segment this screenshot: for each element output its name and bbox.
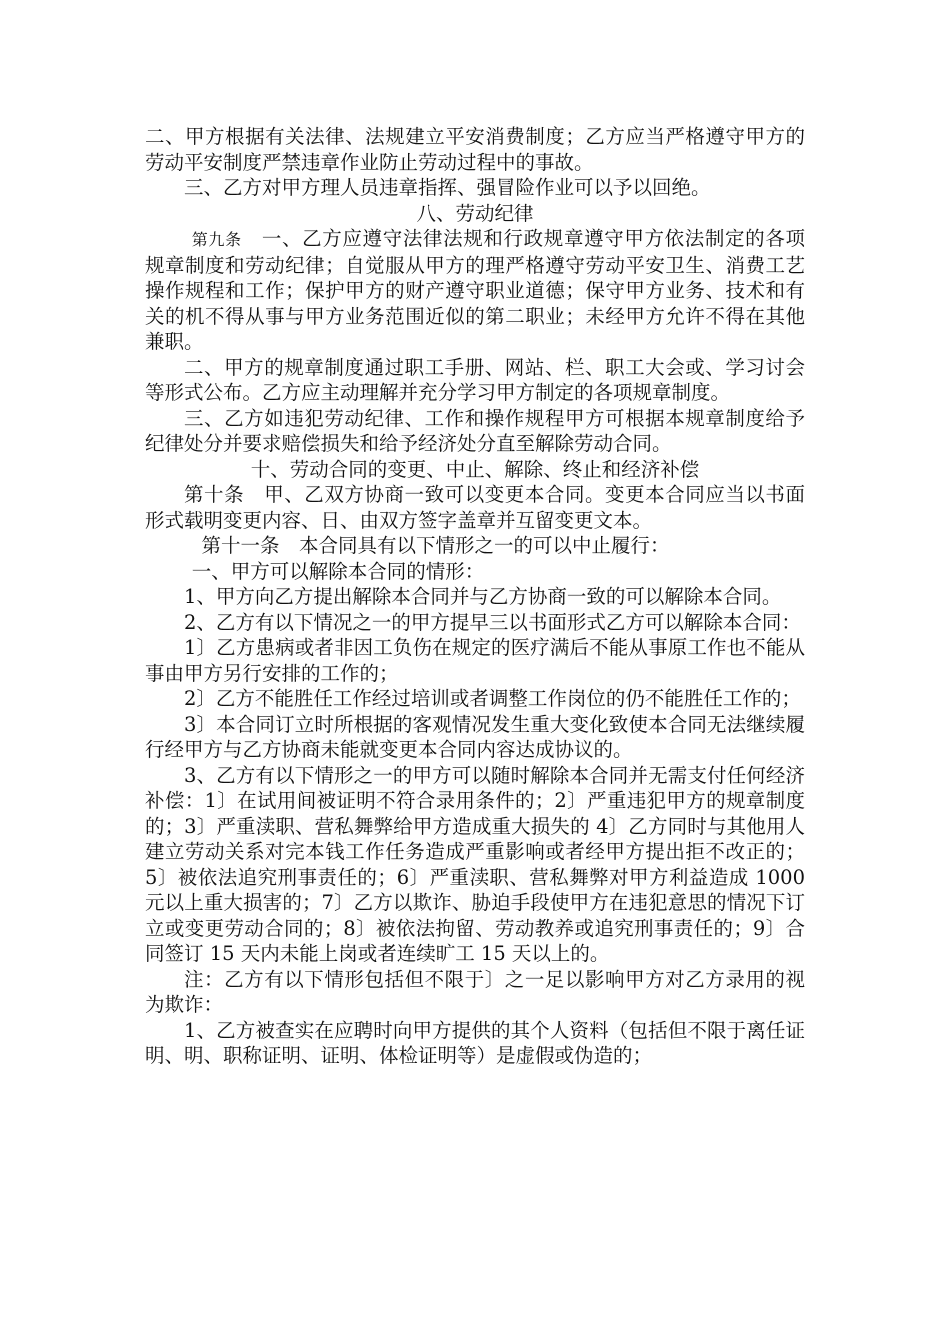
paragraph-safety-system: 二、甲方根据有关法律、法规建立平安消费制度；乙方应当严格遵守甲方的劳动平安制度严禁违章作业防止劳动过程中的事故。	[145, 125, 805, 174]
section-heading-labor-discipline: 八、劳动纪律	[416, 201, 534, 225]
section-heading-contract-changes: 十、劳动合同的变更、中止、解除、终止和经济补偿	[250, 457, 700, 481]
paragraph-refuse-orders: 三、乙方对甲方理人员违章指挥、强冒险作业可以予以回绝。	[184, 176, 711, 199]
paragraph-article-10: 第十条 甲、乙双方协商一致可以变更本合同。变更本合同应当以书面形式载明变更内容、日、由双方签字盖章并互留变更文本。	[145, 483, 805, 532]
paragraph-note: 注：乙方有以下情形包括但不限于〕之一足以影响甲方对乙方录用的视为欺诈：	[145, 967, 805, 1016]
paragraph-article-11: 第十一条 本合同具有以下情形之一的可以中止履行：	[201, 534, 670, 557]
article-9-label: 第九条	[191, 230, 242, 249]
article-9-text: 一、乙方应遵守法律法规和行政规章遵守甲方依法制定的各项规章制度和劳动纪律；自觉服从甲方的理严格遵守劳动平安卫生、消费工艺操作规程和工作；保护甲方的财产遵守职业道德；保守甲方业务、技术和有关的机不得从事与甲方业务范围近似的第二职业；未经甲方允许不得在其他兼职。	[145, 227, 805, 353]
document-page	[145, 124, 805, 1069]
paragraph-termination-cases: 一、甲方可以解除本合同的情形：	[191, 559, 485, 583]
sub-item-2: 2〕乙方不能胜任工作经过培训或者调整工作岗位的仍不能胜任工作的；	[184, 687, 801, 710]
paragraph-article-9	[145, 226, 805, 355]
note-item-1: 1、乙方被查实在应聘时向甲方提供的其个人资料（包括但不限于离任证明、明、职称证明、证明、体检证明等）是虚假或伪造的；	[145, 1018, 805, 1067]
paragraph-discipline-violation: 三、乙方如违犯劳动纪律、工作和操作规程甲方可根据本规章制度给予纪律处分并要求赔偿损失和给予经济处分直至解除劳动合同。	[145, 406, 805, 455]
list-item-3: 3、乙方有以下情形之一的甲方可以随时解除本合同并无需支付任何经济补偿：1〕在试用间被证明不符合录用条件的；2〕严重违犯甲方的规章制度的；3〕严重渎职、营私舞弊给甲方造成重大损失的 4〕乙方同时与其他用人建立劳动关系对完本钱工作任务造成严重影响或者经甲方提出拒不改正的；5〕被依法追究刑事责任的；6〕严重渎职、营私舞弊对甲方利益造成 1000 元以上重大损害的；7〕乙方以欺诈、胁迫手段使甲方在违犯意思的情况下订立或变更劳动合同的；8〕被依法拘留、劳动教养或追究刑事责任的；9〕合同签订 15 天内未能上岗或者连续旷工 15 天以上的。	[145, 763, 805, 965]
paragraph-rules-publication: 二、甲方的规章制度通过职工手册、网站、栏、职工大会或、学习讨会等形式公布。乙方应主动理解并充分学习甲方制定的各项规章制度。	[145, 355, 805, 404]
list-item-1: 1、甲方向乙方提出解除本合同并与乙方协商一致的可以解除本合同。	[184, 585, 782, 608]
list-item-2: 2、乙方有以下情况之一的甲方提早三以书面形式乙方可以解除本合同：	[184, 610, 801, 634]
sub-item-3: 3〕本合同订立时所根据的客观情况发生重大变化致使本合同无法继续履行经甲方与乙方协商未能就变更本合同内容达成协议的。	[145, 712, 805, 761]
sub-item-1: 1〕乙方患病或者非因工负伤在规定的医疗满后不能从事原工作也不能从事由甲方另行安排的工作的；	[145, 636, 805, 685]
